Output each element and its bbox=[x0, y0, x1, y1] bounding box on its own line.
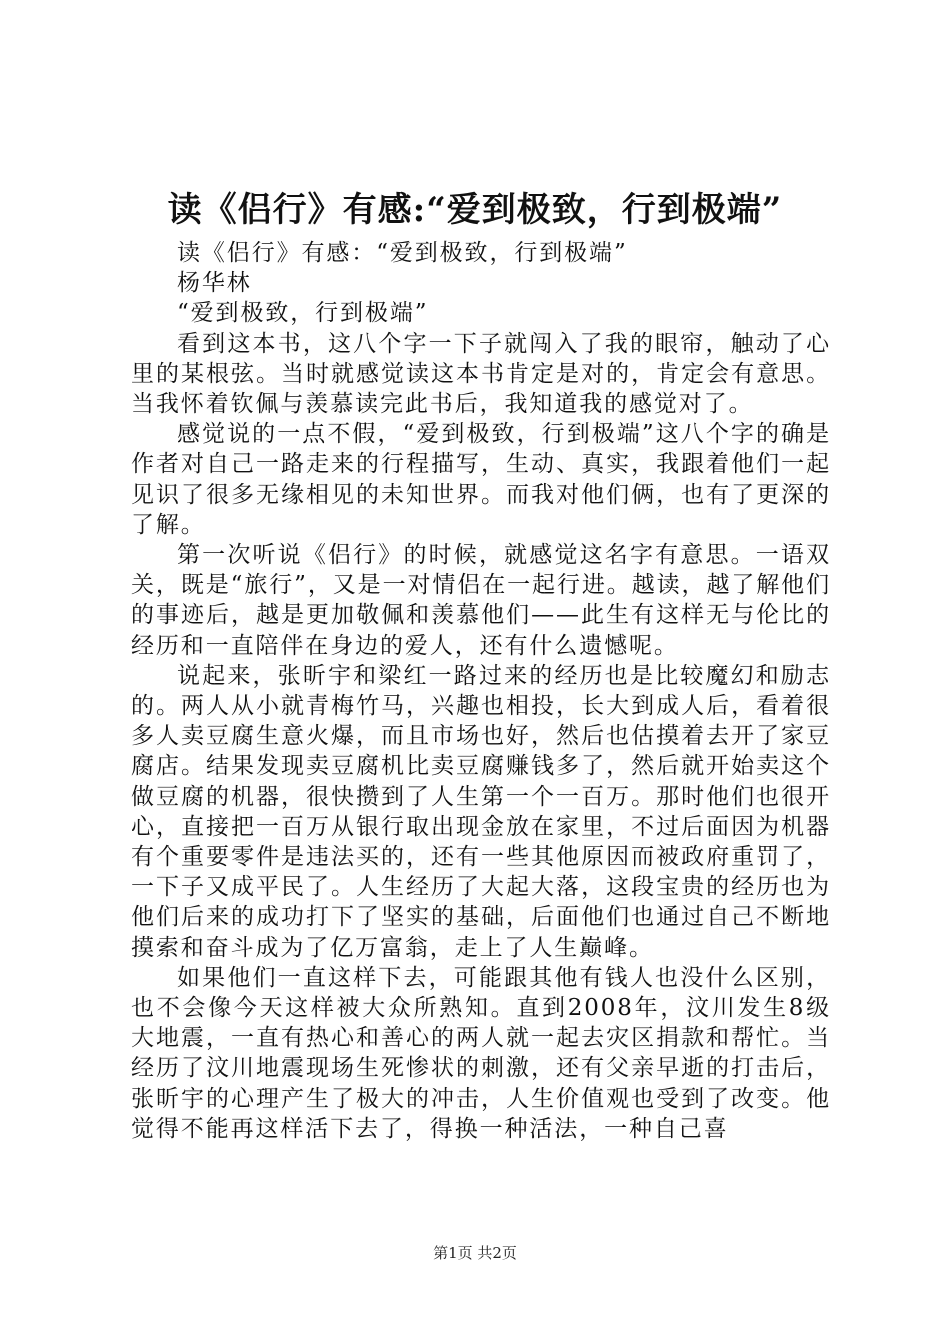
subtitle-line: 读《侣行》有感：“爱到极致，行到极端” bbox=[177, 240, 628, 266]
page-footer: 第1页 共2页 bbox=[433, 1244, 517, 1262]
document-title: 读《侣行》有感:“爱到极致，行到极端” bbox=[167, 190, 783, 230]
body-paragraph: 看到这本书，这八个字一下子就闯入了我的眼帘，触动了心里的某根弦。当时就感觉读这本书肯定是对的，肯定会有意思。当我怀着钦佩与羡慕读完此书后，我知道我的感觉对了。 bbox=[131, 330, 831, 418]
body-paragraph: 如果他们一直这样下去，可能跟其他有钱人也没什么区别，也不会像今天这样被大众所熟知。直到2008年，汶川发生8级大地震，一直有热心和善心的两人就一起去灾区捐款和帮忙。当经历了汶川地震现场生死惨状的刺激，还有父亲早逝的打击后，张昕宇的心理产生了极大的冲击，人生价值观也受到了改变。他觉得不能再这样活下去了，得换一种活法，一种自己喜 bbox=[131, 964, 831, 1142]
author-line: 杨华林 bbox=[177, 270, 252, 297]
body-paragraph: 感觉说的一点不假，“爱到极致，行到极端”这八个字的确是作者对自己一路走来的行程描写，生动、真实，我跟着他们一起见识了很多无缘相见的未知世界。而我对他们俩，也有了更深的了解。 bbox=[131, 421, 831, 538]
quote-line: “爱到极致，行到极端” bbox=[177, 300, 429, 327]
document-body bbox=[131, 238, 831, 1144]
body-paragraph: 第一次听说《侣行》的时候，就感觉这名字有意思。一语双关，既是“旅行”，又是一对情侣在一起行进。越读，越了解他们的事迹后，越是更加敬佩和羡慕他们——此生有这样无与伦比的经历和一直陪伴在身边的爱人，还有什么遗憾呢。 bbox=[131, 542, 831, 659]
body-paragraph: 说起来，张昕宇和梁红一路过来的经历也是比较魔幻和励志的。两人从小就青梅竹马，兴趣也相投，长大到成人后，看着很多人卖豆腐生意火爆，而且市场也好，然后也估摸着去开了家豆腐店。结果发现卖豆腐机比卖豆腐赚钱多了，然后就开始卖这个做豆腐的机器，很快攒到了人生第一个一百万。那时他们也很开心，直接把一百万从银行取出现金放在家里，不过后面因为机器有个重要零件是违法买的，还有一些其他原因而被政府重罚了，一下子又成平民了。人生经历了大起大落，这段宝贵的经历也为他们后来的成功打下了坚实的基础，后面他们也通过自己不断地摸索和奋斗成为了亿万富翁，走上了人生巅峰。 bbox=[131, 662, 831, 961]
